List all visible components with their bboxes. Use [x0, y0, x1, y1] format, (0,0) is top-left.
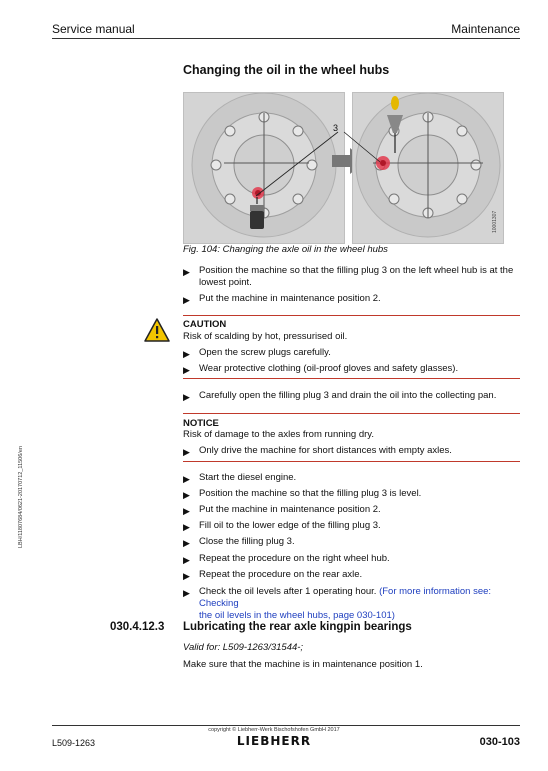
- header-rule: [52, 38, 520, 39]
- callout-lines: [250, 124, 410, 204]
- step-item: ▶ Repeat the procedure on the right wheel hub.: [183, 553, 390, 565]
- triangle-bullet-icon: ▶: [183, 474, 190, 484]
- subsection-number: 030.4.12.3: [110, 621, 165, 633]
- triangle-bullet-icon: ▶: [183, 555, 190, 565]
- triangle-bullet-icon: ▶: [183, 349, 190, 359]
- step-item: ▶ Put the machine in maintenance position 2.: [183, 504, 381, 516]
- notice-text: Risk of damage to the axles from running dry.: [183, 429, 374, 440]
- liebherr-logo: LIEBHERR: [236, 734, 312, 748]
- step-item: ▶ Start the diesel engine.: [183, 472, 297, 484]
- caution-rule-bottom: [183, 378, 520, 379]
- step-item: ▶ Put the machine in maintenance position 2.: [183, 293, 381, 305]
- caution-title: CAUTION: [183, 319, 227, 330]
- triangle-bullet-icon: ▶: [183, 538, 190, 548]
- notice-rule-bottom: [183, 461, 520, 462]
- triangle-bullet-icon: ▶: [183, 588, 190, 598]
- subsection-title: Lubricating the rear axle kingpin bearings: [183, 621, 412, 633]
- step-item: ▶ Wear protective clothing (oil-proof gloves and safety glasses).: [183, 363, 459, 375]
- section-title: Changing the oil in the wheel hubs: [183, 63, 390, 77]
- step-item: ▶ Open the screw plugs carefully.: [183, 347, 331, 359]
- step-item: ▶ Only drive the machine for short distances with empty axles.: [183, 445, 452, 457]
- step-item: ▶ Close the filling plug 3.: [183, 536, 295, 548]
- valid-for-text: Valid for: L509-1263/31544-;: [183, 642, 304, 653]
- callout-number: 3: [333, 123, 339, 133]
- triangle-bullet-icon: ▶: [183, 506, 190, 516]
- step-item: ▶ Carefully open the filling plug 3 and drain the oil into the collecting pan.: [183, 390, 497, 402]
- maintenance-position-text: Make sure that the machine is in maintenance position 1.: [183, 659, 423, 670]
- caution-text: Risk of scalding by hot, pressurised oil.: [183, 331, 348, 342]
- step-item-check-oil: ▶ Check the oil levels after 1 operating hour. (For more information see: Checking the oil levels in the wheel hubs, page 030-101): [183, 586, 492, 621]
- footer-rule: [52, 725, 520, 726]
- notice-title: NOTICE: [183, 418, 219, 429]
- step-item: ▶ Fill oil to the lower edge of the filling plug 3.: [183, 520, 381, 532]
- triangle-bullet-icon: ▶: [183, 522, 190, 532]
- triangle-bullet-icon: ▶: [183, 490, 190, 500]
- figure-code: 10001307: [492, 210, 498, 233]
- warning-icon: [144, 318, 170, 342]
- caution-rule-top: [183, 315, 520, 316]
- triangle-bullet-icon: ▶: [183, 392, 190, 402]
- step-item: ▶ Position the machine so that the filling plug 3 is level.: [183, 488, 422, 500]
- step-item: ▶ Position the machine so that the filling plug 3 on the left wheel hub is at the lowest point.: [183, 265, 514, 288]
- triangle-bullet-icon: ▶: [183, 447, 190, 457]
- cross-reference-link[interactable]: (For more information see: Checking: [199, 586, 492, 609]
- side-document-code: LBH/11807684/0621-20170712_11506/en: [18, 446, 24, 548]
- cross-reference-link-cont[interactable]: the oil levels in the wheel hubs, page 030-101): [199, 610, 395, 621]
- triangle-bullet-icon: ▶: [183, 571, 190, 581]
- notice-rule-top: [183, 413, 520, 414]
- triangle-bullet-icon: ▶: [183, 365, 190, 375]
- header-right: Maintenance: [451, 22, 520, 36]
- copyright-text: copyright © Liebherr-Werk Bischofshofen GmbH 2017: [208, 727, 340, 733]
- triangle-bullet-icon: ▶: [183, 267, 190, 277]
- header-left: Service manual: [52, 22, 135, 36]
- step-item: ▶ Repeat the procedure on the rear axle.: [183, 569, 363, 581]
- page-number: 030-103: [479, 736, 520, 748]
- footer-model: L509-1263: [52, 738, 96, 748]
- figure-caption: Fig. 104: Changing the axle oil in the wheel hubs: [183, 244, 388, 255]
- triangle-bullet-icon: ▶: [183, 295, 190, 305]
